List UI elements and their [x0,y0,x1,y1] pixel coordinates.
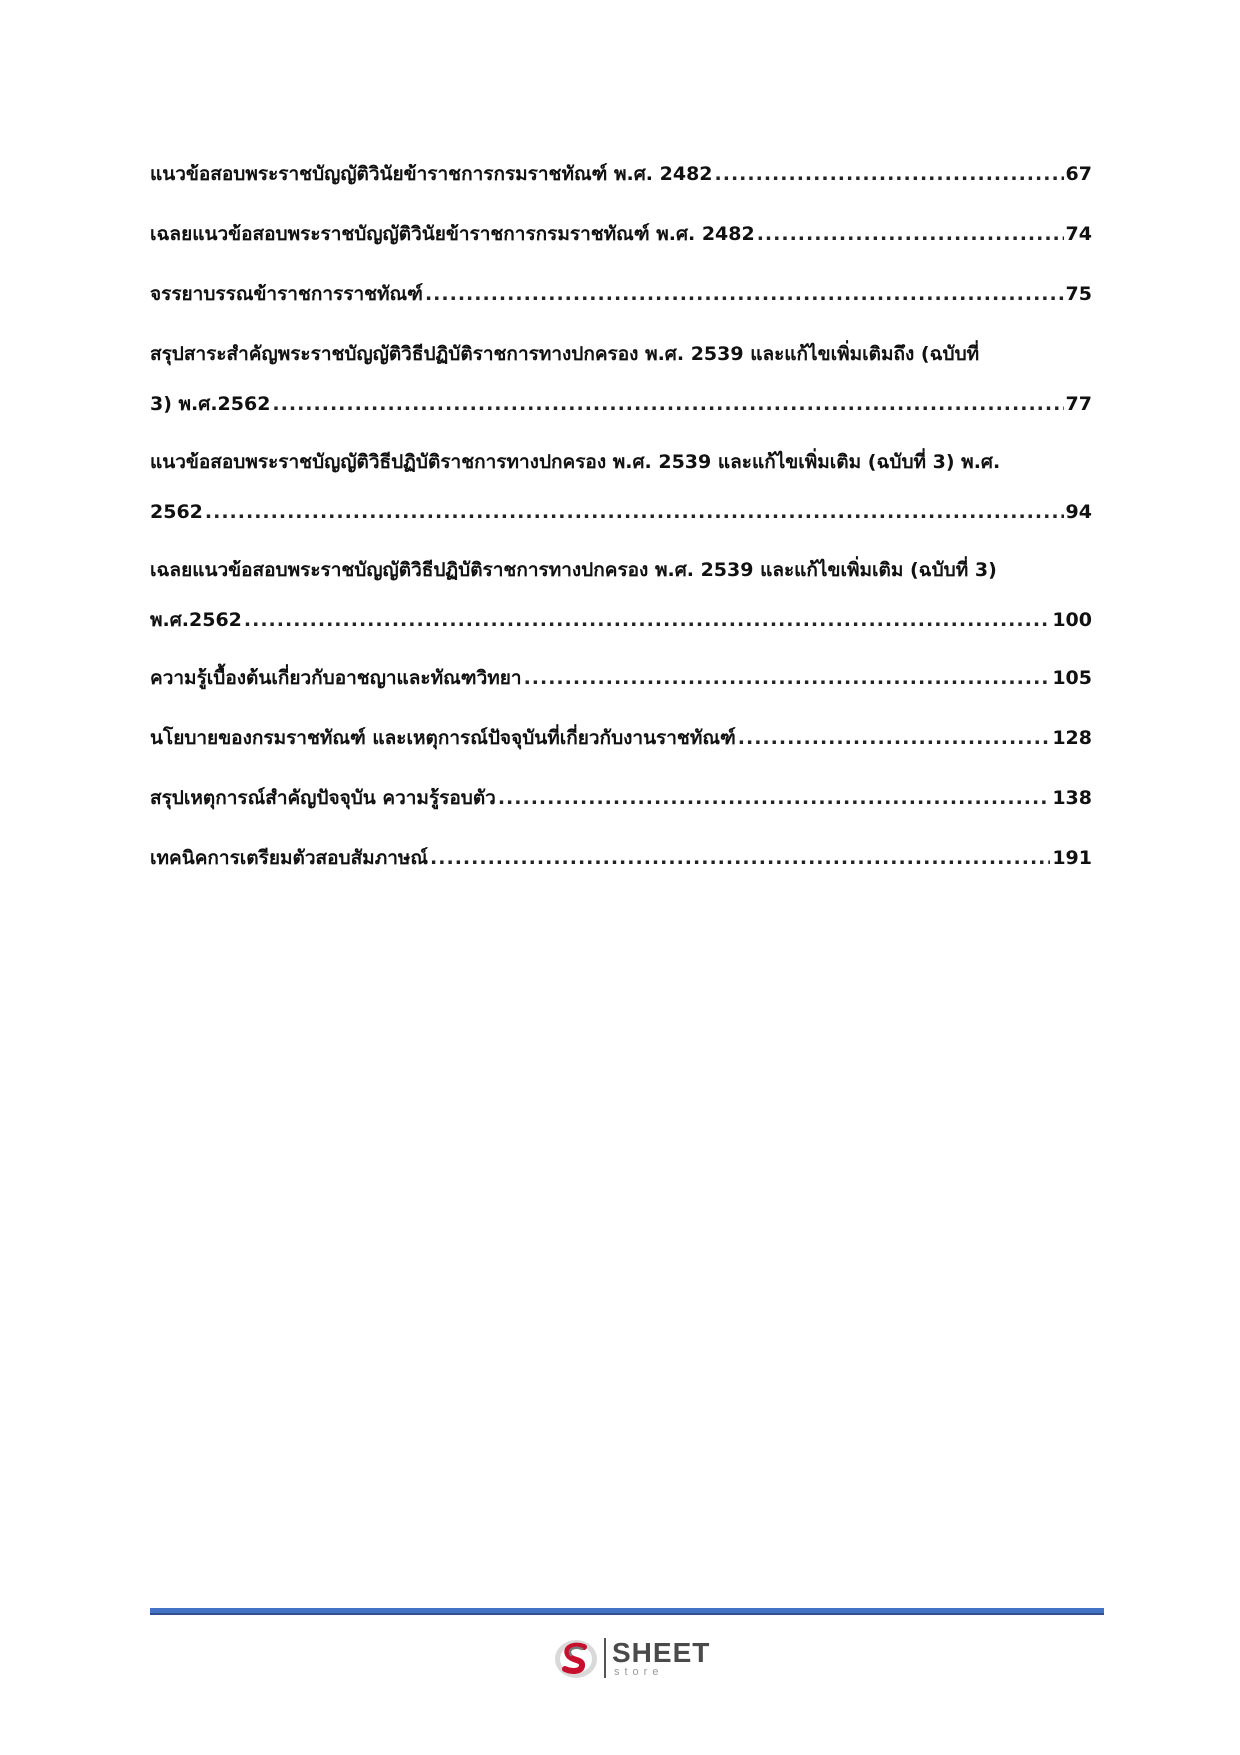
logo-divider [604,1638,606,1678]
toc-title-continued: 3) พ.ศ.2562 [150,393,271,415]
toc-entry[interactable] [150,772,1092,832]
dot-leader [738,712,1051,764]
toc-line [150,772,1092,822]
sheet-store-logo [552,1632,722,1684]
logo-text: SHEET [612,1636,711,1668]
toc-title: สรุปเหตุการณ์สำคัญปัจจุบัน ความรู้รอบตัว [150,787,496,809]
toc-page-number: 77 [1065,393,1092,415]
toc-page-number: 75 [1065,283,1092,305]
toc-title: เทคนิคการเตรียมตัวสอบสัมภาษณ์ [150,847,429,869]
footer-divider [150,1608,1104,1615]
toc-line [150,148,1092,198]
toc-page-number: 105 [1052,667,1092,689]
dot-leader [244,594,1050,646]
toc-line [150,436,1092,486]
toc-entry[interactable] [150,328,1092,436]
toc-entry[interactable] [150,544,1092,652]
dot-leader [715,148,1064,200]
toc-entry[interactable] [150,832,1092,892]
toc-page-number: 100 [1052,609,1092,631]
toc-entry[interactable] [150,712,1092,772]
table-of-contents [150,148,1092,892]
toc-page-number: 67 [1065,163,1092,185]
toc-title: เฉลยแนวข้อสอบพระราชบัญญัติวิธีปฏิบัติราชการทางปกครอง พ.ศ. 2539 และแก้ไขเพิ่มเติม (ฉบับที่ 3) [150,559,997,581]
toc-entry[interactable] [150,268,1092,328]
toc-line [150,594,1092,644]
toc-title: แนวข้อสอบพระราชบัญญัติวิธีปฏิบัติราชการทางปกครอง พ.ศ. 2539 และแก้ไขเพิ่มเติม (ฉบับที่ 3) พ.ศ. [150,451,1001,473]
dot-leader [430,832,1050,884]
toc-entry[interactable] [150,208,1092,268]
logo-wordmark [612,1636,711,1678]
toc-line [150,832,1092,882]
toc-title: นโยบายของกรมราชทัณฑ์ และเหตุการณ์ปัจจุบันที่เกี่ยวกับงานราชทัณฑ์ [150,727,736,749]
toc-page-number: 128 [1052,727,1092,749]
dot-leader [757,208,1064,260]
logo-subtext: store [614,1665,664,1678]
toc-title: แนวข้อสอบพระราชบัญญัติวินัยข้าราชการกรมราชทัณฑ์ พ.ศ. 2482 [150,163,713,185]
toc-title-continued: 2562 [150,501,203,523]
toc-entry[interactable] [150,436,1092,544]
toc-line [150,544,1092,594]
toc-line [150,268,1092,318]
toc-line [150,652,1092,702]
toc-page-number: 74 [1065,223,1092,245]
sheet-store-logo-icon [552,1634,600,1682]
toc-title: สรุปสาระสำคัญพระราชบัญญัติวิธีปฏิบัติราชการทางปกครอง พ.ศ. 2539 และแก้ไขเพิ่มเติมถึง (ฉบับที่ [150,343,980,365]
toc-line [150,378,1092,428]
dot-leader [272,378,1063,430]
dot-leader [205,486,1064,538]
dot-leader [498,772,1050,824]
toc-title: ความรู้เบื้องต้นเกี่ยวกับอาชญาและทัณฑวิทยา [150,667,522,689]
toc-title-continued: พ.ศ.2562 [150,609,242,631]
toc-page-number: 94 [1065,501,1092,523]
toc-page-number: 191 [1052,847,1092,869]
toc-entry[interactable] [150,148,1092,208]
dot-leader [524,652,1051,704]
toc-entry[interactable] [150,652,1092,712]
toc-line [150,712,1092,762]
dot-leader [425,268,1064,320]
toc-page-number: 138 [1052,787,1092,809]
toc-title: จรรยาบรรณข้าราชการราชทัณฑ์ [150,283,423,305]
toc-line [150,486,1092,536]
toc-line [150,208,1092,258]
toc-line [150,328,1092,378]
toc-title: เฉลยแนวข้อสอบพระราชบัญญัติวินัยข้าราชการกรมราชทัณฑ์ พ.ศ. 2482 [150,223,755,245]
